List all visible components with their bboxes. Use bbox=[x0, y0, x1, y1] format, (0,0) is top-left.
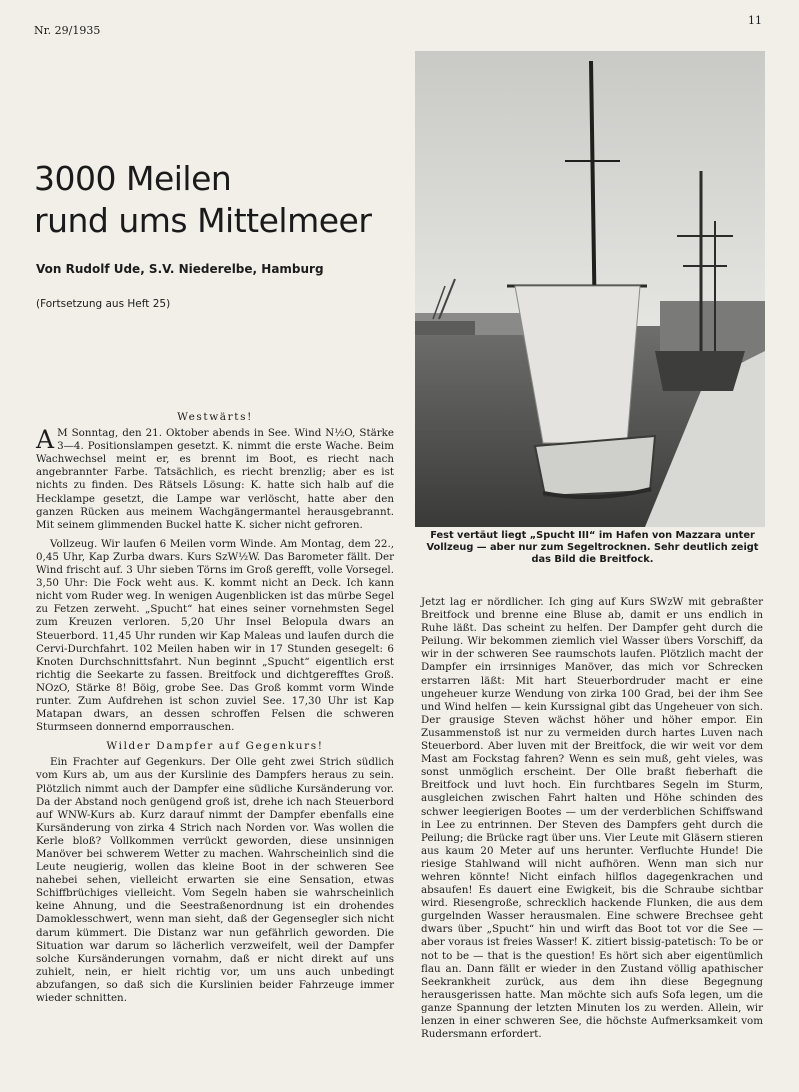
section-heading-steamer: Wilder Dampfer auf Gegenkurs! bbox=[106, 740, 324, 753]
issue-number: Nr. 29/1935 bbox=[34, 24, 101, 37]
paragraph: Ein Frachter auf Gegenkurs. Der Olle geht zwei Strich südlich vom Kurs ab, um aus der Kurslinie des Dampfers heraus zu sein. Plötzlich nimmt auch der Dampfer eine südliche Kursänderung vor. Da der Abstand noch genügend groß ist, drehe ich nach Steuerbord auf WNW-Kurs ab. Kurz darauf nimmt der Dampfer ebenfalls eine Kursänderung von zirka 4 Strich nach Norden vor. Was wollen die Kerle bloß? Vollkommen verrückt geworden, diese unsinnigen Manöver bei schwerem Wetter zu machen. Wahrscheinlich sind die Leute neugierig, wollen das kleine Boot in der schweren See nahebei sehen, vielleicht erwarten sie eine Sensation, etwas Schiffbrüchiges vielleicht. Vom Segeln haben sie wahrscheinlich keine Ahnung, und die Seestraßenordnung ist ein drohendes Damoklesschwert, wenn man sieht, daß der Gegensegler sich nicht darum kümmert. Die Distanz war nun gefährlich geworden. Die Situation war darum so lächerlich verzweifelt, weil der Dampfer solche Kursänderungen vornahm, daß er nicht direkt auf uns zuhielt, nein, er hielt richtig vor, um uns auch unbedingt abzufangen, so daß sich die Kurslinien beider Fahrzeuge immer wieder schnitten. bbox=[36, 756, 394, 1005]
continuation-note: (Fortsetzung aus Heft 25) bbox=[36, 298, 171, 310]
byline: Von Rudolf Ude, S.V. Niederelbe, Hamburg bbox=[36, 262, 324, 276]
harbor-photo bbox=[415, 51, 765, 527]
paragraph: Vollzeug. Wir laufen 6 Meilen vorm Winde. Am Montag, dem 22., 0,45 Uhr, Kap Zurba dwars. Kurs SzW½W. Das Barometer fällt. Der Wind frischt auf. 3 Uhr sieben Törns im Groß gerefft, volle Vorsegel. 3,50 Uhr: Die Fock weht aus. K. kommt nicht an Deck. Ich kann nicht vom Ruder weg. In wenigen Augenblicken ist das mürbe Segel zu Fetzen zerweht. „Spucht“ hat eines seiner vornehmsten Segel zum Kreuzen verloren. 5,20 Uhr Insel Belopula dwars an Steuerbord. 11,45 Uhr runden wir Kap Maleas und laufen durch die Cervi-Durchfahrt. 102 Meilen haben wir in 17 Stunden gesegelt: 6 Knoten Durchschnittsfahrt. Nun beginnt „Spucht“ eigentlich erst richtig die Seekarte zu fassen. Breitfock und dichtgerefftes Groß. NOzO, Stärke 8! Böig, grobe See. Das Groß kommt vorm Winde runter. Zum Aufdrehen ist schon zuviel See. 17,30 Uhr ist Kap Matapan dwars, an dessen schroffen Felsen die schweren Sturmseen donnernd emporrauschen. bbox=[36, 537, 394, 734]
page-number: 11 bbox=[748, 14, 762, 27]
photo-caption: Fest vertäut liegt „Spucht III“ im Hafen von Mazzara unter Vollzeug — aber nur zum Segeltrocknen. Sehr deutlich zeigt das Bild die Breitfock. bbox=[426, 530, 759, 565]
paragraph: Jetzt lag er nördlicher. Ich ging auf Kurs SWzW mit gebraßter Breitfock und brenne eine Bluse ab, damit er uns endlich in Ruhe läßt. Das scheint zu helfen. Der Dampfer geht durch die Peilung. Wir bekommen ziemlich viel Wasser übers Vorschiff, da wir in der schweren See raumschots laufen. Plötzlich macht der Dampfer ein irrsinniges Manöver, das mich vor Schrecken erstarren läßt: Mit hart Steuerbordruder macht er eine ungeheuer kurze Wendung von zirka 100 Grad, bei der ihm See und Wind helfen — kein Kurssignal gibt das Ungeheuer von sich. Der grausige Steven wächst höher und höher empor. Ein Zusammenstoß ist nur zu vermeiden durch hartes Luven nach Steuerbord. Aber luven mit der Breitfock, die wir weit vor dem Mast am Fockstag fahren? Wenn es sein muß, geht vieles, was sonst unmöglich erscheint. Der Olle braßt fieberhaft die Breitfock und luvt hoch. Ein furchtbares Segeln im Sturm, ausgleichen zwischen Fahrt halten und Höhe schinden des schwer leegierigen Bootes — um der verderblichen Schiffswand in Lee zu entrinnen. Der Steven des Dampfers geht durch die Peilung; die Brücke ragt über uns. Vier Leute mit Gläsern stieren aus kaum 20 Meter auf uns herunter. Verfluchte Hunde! Die riesige Stahlwand will nicht aufhören. Wenn man sich nur wehren könnte! Nicht einfach hilflos dagegenkrachen und absaufen! Es dauert eine Ewigkeit, bis die Schraube sichtbar wird. Riesengroße, schrecklich hackende Flunken, die aus dem gurgelnden Wasser herausmalen. Eine schwere Brechsee geht dwars über „Spucht“ hin und wirft das Boot tot vor die See — aber voraus ist freies Wasser! K. zitiert bissig-patetisch: To be or not to be — that is the question! Es hört sich aber eigentümlich flau an. Dann fällt er wieder in den Zustand völlig apathischer Seekrankheit zurück, aus dem ihn diese Begegnung herausgerissen hatte. Man möchte sich aufs Sofa legen, um die ganze Spannung der letzten Minuten los zu werden. Allein, wir lenzen in einer schweren See, die höchste Aufmerksamkeit vom Rudersmann erfordert. bbox=[421, 596, 763, 1041]
left-column bbox=[36, 411, 394, 1005]
title-line-1: 3000 Meilen bbox=[34, 159, 232, 198]
title-line-2: rund ums Mittelmeer bbox=[34, 201, 372, 240]
right-column bbox=[421, 596, 763, 1041]
paragraph: AM Sonntag, den 21. Oktober abends in See. Wind N½O, Stärke 3—4. Positionslampen gesetzt. K. nimmt die erste Wache. Beim Wachwechsel meint er, es brennt im Boot, es riecht nach angebrannter Farbe. Tatsächlich, es riecht brenzlig; aber es ist nichts zu finden. Des Rätsels Lösung: K. hatte sich halb auf die Hecklampe gesetzt, die Lampe war verlöscht, hatte aber den ganzen Rücken aus meinem Wachgängermantel herausgebrannt. Mit seinem glimmenden Buckel hatte K. sicher nicht gefroren. bbox=[36, 425, 394, 531]
section-heading-westward: Westwärts! bbox=[177, 411, 253, 423]
article-title bbox=[34, 158, 404, 242]
sailboat-harbor-image bbox=[415, 51, 765, 527]
